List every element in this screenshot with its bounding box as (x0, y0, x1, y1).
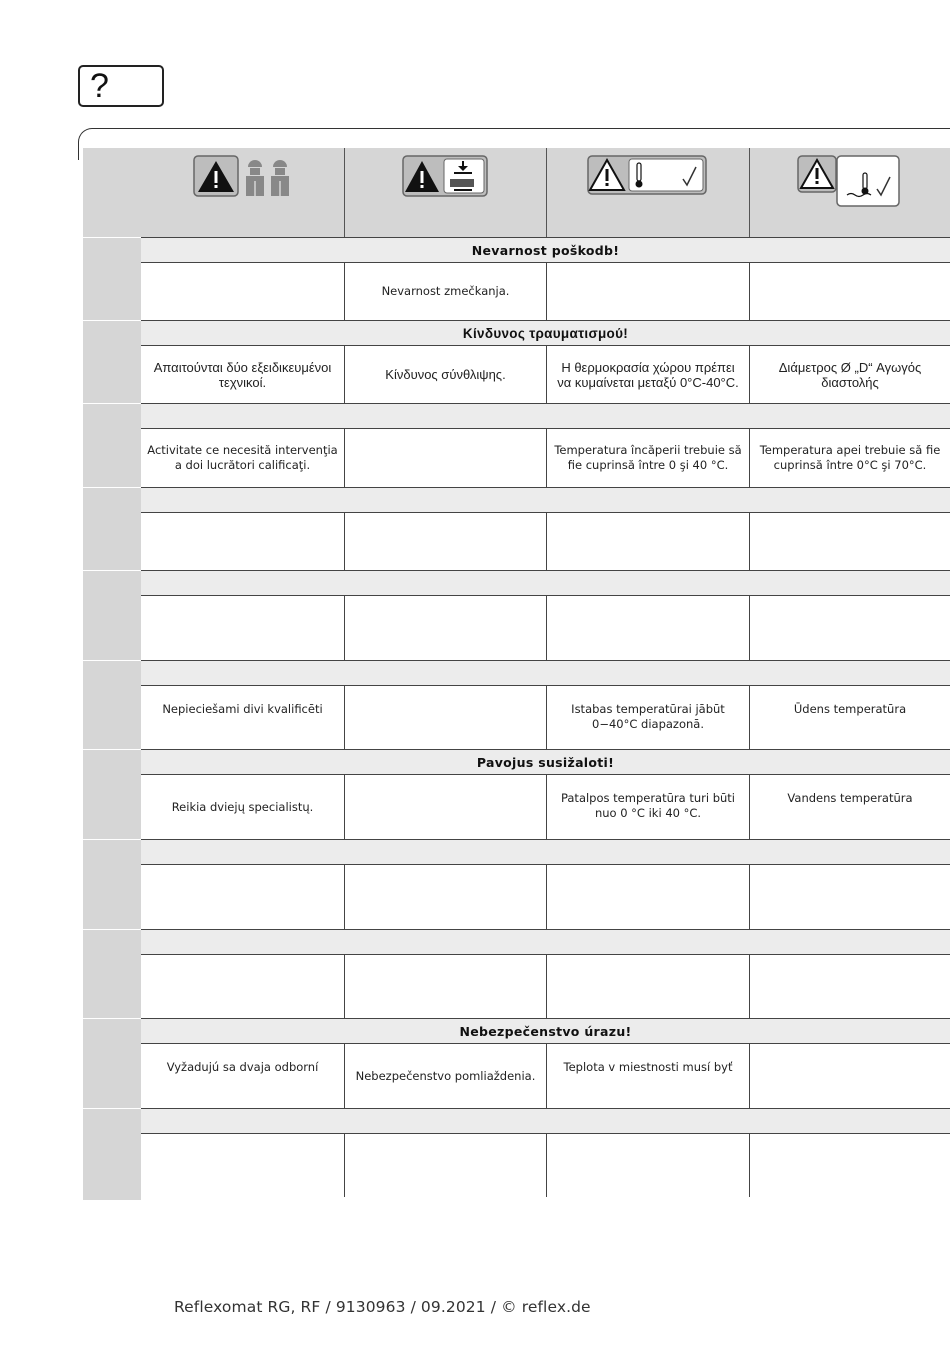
section-band (141, 1108, 950, 1134)
section-band (141, 839, 950, 865)
table-cell (749, 865, 950, 929)
header-cell-water-temp (749, 148, 950, 237)
warning-two-technicians-icon (193, 155, 293, 199)
side-separator (83, 660, 141, 661)
table-row (141, 1044, 950, 1108)
table-cell: Vandens temperatūra (749, 775, 950, 839)
table-row (141, 429, 950, 487)
table-cell: Κίνδυνος σύνθλιψης. (344, 346, 546, 403)
header-cell-technicians (141, 148, 344, 237)
table-cell (546, 596, 749, 660)
table-cell (344, 429, 546, 487)
table-cell (141, 596, 344, 660)
table-cell: Διάμετρος Ø „D“ Αγωγός διαστολής (749, 346, 950, 403)
warning-water-temperature-icon (797, 155, 903, 209)
table-cell (749, 1134, 950, 1197)
table-cell (344, 513, 546, 570)
side-separator (83, 237, 141, 238)
header-cell-room-temp (546, 148, 749, 237)
table-row (141, 775, 950, 839)
table-cell (141, 1134, 344, 1197)
table-cell (344, 865, 546, 929)
table-cell: Teplota v miestnosti musí byť (546, 1044, 749, 1108)
table-row (141, 686, 950, 749)
table-cell: Nebezpečenstvo pomliaždenia. (344, 1044, 546, 1108)
table-cell (546, 955, 749, 1018)
table-cell (344, 775, 546, 839)
table-cell (344, 596, 546, 660)
section-band: Nevarnost poškodb! (141, 237, 950, 263)
table-row (141, 346, 950, 403)
side-separator (83, 1018, 141, 1019)
safety-table (141, 148, 950, 1197)
section-band (141, 929, 950, 955)
section-band: Κίνδυνος τραυματισμού! (141, 320, 950, 346)
table-row (141, 865, 950, 929)
section-band (141, 660, 950, 686)
table-cell (546, 513, 749, 570)
table-cell: Nevarnost zmečkanja. (344, 263, 546, 320)
warning-crush-hand-icon (402, 155, 490, 199)
section-band (141, 487, 950, 513)
help-marker: ? (90, 67, 109, 105)
table-cell: Ūdens temperatūra (749, 686, 950, 749)
header-cell-crush (344, 148, 546, 237)
table-cell (141, 865, 344, 929)
table-cell (749, 596, 950, 660)
table-body (141, 237, 950, 1197)
table-cell: Istabas temperatūrai jābūt 0−40°C diapazonā. (546, 686, 749, 749)
table-cell (546, 865, 749, 929)
table-header (141, 148, 950, 237)
table-cell: Η θερμοκρασία χώρου πρέπει να κυμαίνεται μεταξύ 0°C-40°C. (546, 346, 749, 403)
table-row (141, 263, 950, 320)
table-cell (344, 1134, 546, 1197)
table-cell: Temperatura încăperii trebuie să fie cuprinsă între 0 şi 40 °C. (546, 429, 749, 487)
table-cell (749, 1044, 950, 1108)
table-cell (344, 955, 546, 1018)
warning-room-temperature-icon (587, 155, 709, 199)
side-separator (83, 839, 141, 840)
table-cell (546, 263, 749, 320)
table-cell: Reikia dviejų specialistų. (171, 799, 314, 814)
side-separator (83, 487, 141, 488)
section-band: Pavojus susižaloti! (141, 749, 950, 775)
table-row (141, 1134, 950, 1197)
table-row (141, 955, 950, 1018)
language-side-column (83, 148, 141, 1200)
table-cell: Activitate ce necesită intervenţia a doi lucrători calificaţi. (147, 443, 338, 472)
table-cell (749, 513, 950, 570)
table-cell: Απαιτούνται δύο εξειδικευμένοι τεχνικοί. (153, 359, 332, 390)
table-cell (141, 263, 344, 320)
table-cell: Vyžadujú sa dvaja odborní (166, 1060, 319, 1074)
table-cell (344, 686, 546, 749)
table-cell (749, 263, 950, 320)
side-separator (83, 403, 141, 404)
side-separator (83, 1108, 141, 1109)
table-cell: Temperatura apei trebuie să fie cuprinsă între 0°C şi 70°C. (749, 429, 950, 487)
table-row (141, 596, 950, 660)
side-separator (83, 749, 141, 750)
table-cell (141, 955, 344, 1018)
help-marker-box (78, 65, 164, 107)
page-footer: Reflexomat RG, RF / 9130963 / 09.2021 / © reflex.de (174, 1298, 591, 1316)
table-cell (749, 955, 950, 1018)
table-cell (141, 513, 344, 570)
side-separator (83, 320, 141, 321)
table-cell: Patalpos temperatūra turi būti nuo 0 °C iki 40 °C. (546, 775, 749, 839)
side-separator (83, 570, 141, 571)
side-separator (83, 929, 141, 930)
section-band (141, 403, 950, 429)
section-band: Nebezpečenstvo úrazu! (141, 1018, 950, 1044)
table-cell (546, 1134, 749, 1197)
table-cell: Nepieciešami divi kvalificēti (162, 702, 323, 716)
table-row (141, 513, 950, 570)
section-band (141, 570, 950, 596)
